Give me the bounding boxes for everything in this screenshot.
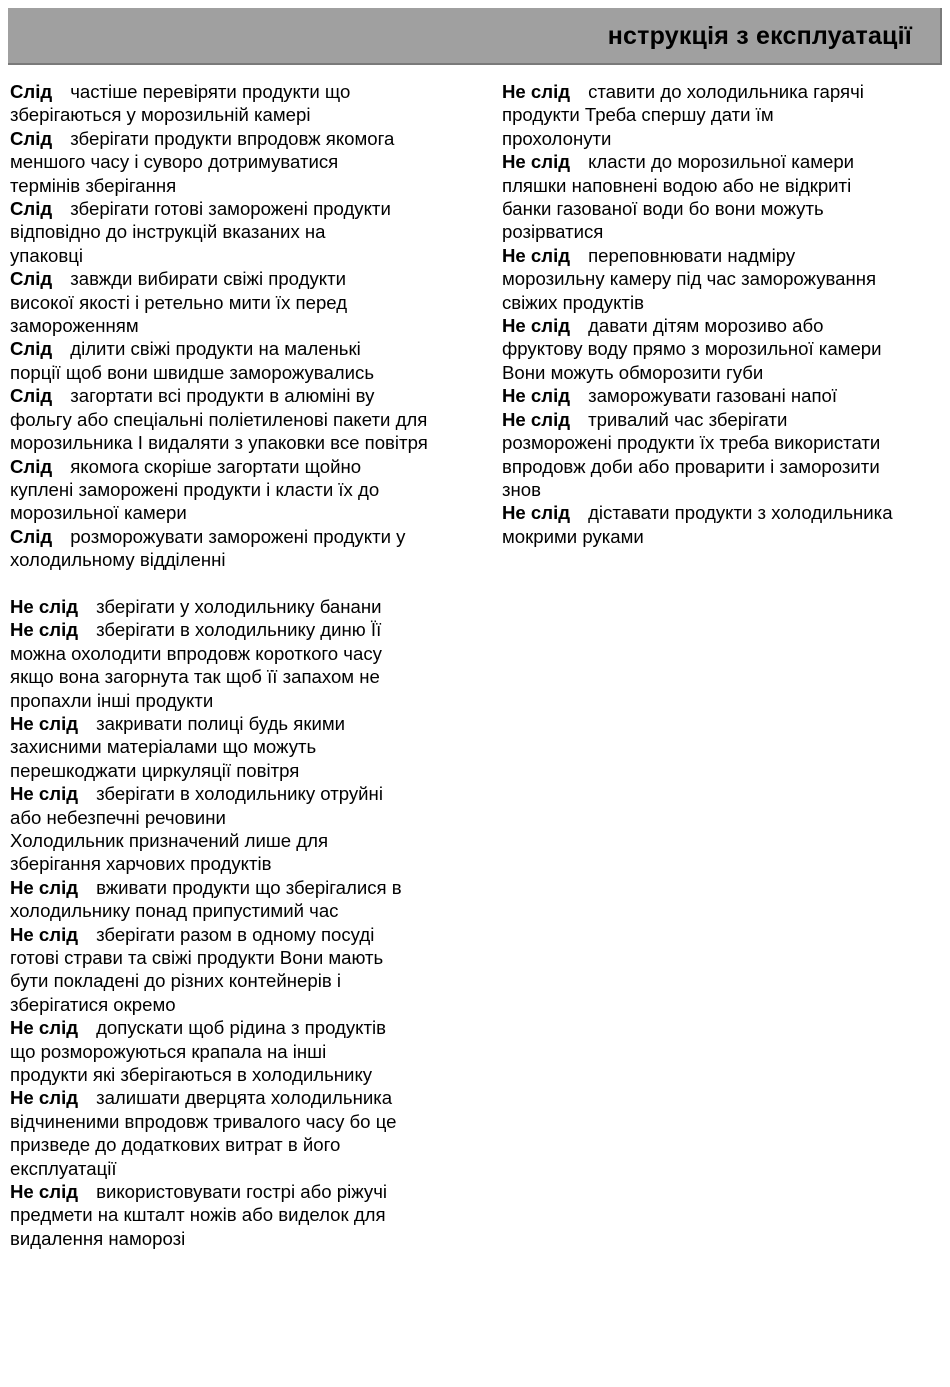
instruction-line xyxy=(502,361,942,384)
instruction-item xyxy=(502,408,942,502)
instruction-text: частіше перевіряти продукти що xyxy=(70,81,351,102)
instruction-text: продукти Треба спершу дати їм xyxy=(502,104,774,126)
instruction-label: Не слід xyxy=(10,1181,79,1203)
instruction-line xyxy=(10,1016,470,1039)
instruction-text: заморожeнням xyxy=(10,315,139,337)
instruction-text: ставити до холодильника гарячі xyxy=(588,81,864,102)
instruction-line xyxy=(10,923,470,946)
instruction-text: зберігати в холодильнику отруйні xyxy=(96,783,383,805)
instruction-text: банки газованої води бо вони можуть xyxy=(502,198,824,220)
instruction-label: Не слід xyxy=(502,151,571,173)
instruction-line xyxy=(10,876,470,899)
instruction-text: перешкоджати циркуляції повітря xyxy=(10,759,300,781)
instruction-line xyxy=(10,127,470,150)
instruction-line xyxy=(10,899,470,922)
instruction-line xyxy=(10,946,470,969)
instruction-line xyxy=(502,80,942,103)
instruction-line xyxy=(10,1110,470,1133)
instruction-line xyxy=(10,642,470,665)
instruction-text: відчиненими впродовж тривалого часу бо це xyxy=(10,1110,397,1132)
instruction-line xyxy=(502,220,942,243)
instruction-item xyxy=(10,595,470,618)
instruction-line xyxy=(10,595,470,618)
instruction-item xyxy=(502,150,942,244)
right-column xyxy=(502,80,942,548)
instruction-line xyxy=(10,1203,470,1226)
instruction-item xyxy=(10,712,470,782)
instruction-line xyxy=(10,174,470,197)
instruction-text: зберігатися окремо xyxy=(10,993,176,1015)
section-spacer xyxy=(10,572,470,595)
instruction-item xyxy=(10,782,470,876)
instruction-label: Не слід xyxy=(10,876,79,898)
instruction-item xyxy=(502,244,942,314)
instruction-item xyxy=(10,923,470,1017)
instruction-line xyxy=(10,735,470,758)
instruction-item xyxy=(10,876,470,923)
instruction-text: мокрими руками xyxy=(502,525,644,547)
instruction-item xyxy=(10,455,470,525)
instruction-line xyxy=(10,1133,470,1156)
instruction-text: експлуатації xyxy=(10,1157,117,1179)
instruction-text: або небезпечні речовини xyxy=(10,806,226,828)
instruction-line xyxy=(10,829,470,852)
instruction-line xyxy=(10,150,470,173)
instruction-text: порції щоб вони швидше заморожувались xyxy=(10,361,375,383)
instruction-line xyxy=(502,197,942,220)
instruction-line xyxy=(502,455,942,478)
page-title: нструкція з експлуатації xyxy=(607,22,912,50)
instruction-line xyxy=(10,361,470,384)
instruction-item xyxy=(10,1086,470,1180)
instruction-text: Вони можуть обморозити губи xyxy=(502,361,764,383)
instruction-line xyxy=(10,478,470,501)
instruction-text: діставати продукти з холодильника xyxy=(588,502,893,524)
instruction-item xyxy=(502,314,942,384)
instruction-label: Не слід xyxy=(502,385,571,407)
instruction-text: переповнювати надміру xyxy=(588,244,796,266)
instruction-text: зберігати в холодильнику диню Її xyxy=(96,619,382,641)
instruction-label: Не слід xyxy=(10,712,79,734)
instruction-label: Не слід xyxy=(502,408,571,430)
instruction-item xyxy=(10,127,470,197)
instruction-line xyxy=(10,525,470,548)
instruction-text: пропахли інші продукти xyxy=(10,689,214,711)
instruction-text: предмети на кшталт ножів або виделок для xyxy=(10,1204,386,1226)
instruction-line xyxy=(10,384,470,407)
instruction-text: відповідно до інструкцій вказаних на xyxy=(10,221,326,243)
instruction-text: закривати полиці будь якими xyxy=(96,712,346,734)
instruction-line xyxy=(10,1086,470,1109)
instruction-label: Слід xyxy=(10,268,53,290)
instruction-label: Слід xyxy=(10,338,53,360)
instruction-line xyxy=(10,759,470,782)
instruction-text: розморожувати заморожені продукти у xyxy=(70,525,406,547)
instruction-line xyxy=(10,455,470,478)
instruction-text: холодильному відділенні xyxy=(10,549,226,571)
instruction-line xyxy=(502,314,942,337)
instruction-line xyxy=(10,1063,470,1086)
instruction-text: термінів зберігання xyxy=(10,174,177,196)
instruction-line xyxy=(10,408,470,431)
instruction-text: пляшки наповнені водою або не відкриті xyxy=(502,174,852,196)
instruction-label: Слід xyxy=(10,81,53,102)
instruction-item xyxy=(502,384,942,407)
instruction-line xyxy=(502,408,942,431)
instruction-line xyxy=(10,291,470,314)
instruction-line xyxy=(502,501,942,524)
instruction-label: Слід xyxy=(10,385,53,407)
instruction-line xyxy=(10,689,470,712)
instruction-label: Не слід xyxy=(502,502,571,524)
dont-list xyxy=(10,595,470,1250)
dont-list-continued xyxy=(502,80,942,548)
instruction-line xyxy=(10,103,470,126)
instruction-item xyxy=(10,525,470,572)
instruction-line xyxy=(10,1180,470,1203)
instruction-label: Не слід xyxy=(10,923,79,945)
instruction-line xyxy=(10,548,470,571)
instruction-label: Не слід xyxy=(10,1087,79,1109)
instruction-line xyxy=(10,712,470,735)
instruction-label: Не слід xyxy=(10,1017,79,1039)
instruction-line xyxy=(10,220,470,243)
header-bar xyxy=(8,8,942,65)
instruction-text: використовувати гострі або ріжучі xyxy=(96,1181,388,1203)
instruction-line xyxy=(502,127,942,150)
instruction-text: зберігати у холодильнику банани xyxy=(96,595,382,617)
instruction-line xyxy=(502,174,942,197)
instruction-line xyxy=(10,267,470,290)
instruction-item xyxy=(10,1016,470,1086)
instruction-text: можна охолодити впродовж короткого часу xyxy=(10,642,382,664)
instruction-label: Слід xyxy=(10,127,53,149)
instruction-line xyxy=(10,431,470,454)
instruction-text: допускати щоб рідина з продуктів xyxy=(96,1017,387,1039)
instruction-text: якомога скоріше загортати щойно xyxy=(70,455,362,477)
instruction-line xyxy=(502,267,942,290)
instruction-line xyxy=(10,969,470,992)
instruction-line xyxy=(502,103,942,126)
instruction-label: Слід xyxy=(10,525,53,547)
instruction-text: призведе до додаткових витрат в його xyxy=(10,1134,341,1156)
instruction-line xyxy=(502,478,942,501)
instruction-text: меншого часу і суворо дотримуватися xyxy=(10,151,339,173)
instruction-line xyxy=(10,244,470,267)
instruction-text: бути покладені до різних контейнерів і xyxy=(10,970,342,992)
instruction-line xyxy=(10,782,470,805)
instruction-text: завжди вибирати свіжі продукти xyxy=(70,268,347,290)
instruction-text: свіжих продуктів xyxy=(502,291,644,313)
instruction-text: що розморожуються крапала на інші xyxy=(10,1040,327,1062)
instruction-label: Не слід xyxy=(10,783,79,805)
instruction-text: зберігати продукти впродовж якомога xyxy=(70,127,395,149)
instruction-line xyxy=(10,1227,470,1250)
instruction-line xyxy=(10,993,470,1016)
instruction-line xyxy=(10,197,470,220)
instruction-text: класти до морозильної камери xyxy=(588,151,855,173)
left-column xyxy=(10,80,470,1250)
instruction-line xyxy=(502,384,942,407)
instruction-text: впродовж доби або проварити і заморозити xyxy=(502,455,880,477)
instruction-text: видалення наморозі xyxy=(10,1227,186,1249)
instruction-text: розморожені продукти їх треба використати xyxy=(502,432,881,454)
instruction-item xyxy=(10,337,470,384)
instruction-label: Не слід xyxy=(502,315,571,337)
instruction-text: куплені заморожені продукти і класти їх до xyxy=(10,478,380,500)
instruction-text: холодильнику понад припустимий час xyxy=(10,900,339,922)
instruction-text: вживати продукти що зберігалися в xyxy=(96,876,402,898)
instruction-text: ділити свіжі продукти на маленькі xyxy=(70,338,361,360)
instruction-text: якщо вона загорнута так щоб її запахом не xyxy=(10,666,380,688)
instruction-text: готові страви та свіжі продукти Вони мають xyxy=(10,947,384,969)
instruction-text: зберігати разом в одному посуді xyxy=(96,923,375,945)
do-list xyxy=(10,80,470,572)
instruction-text: фруктову воду прямо з морозильної камери xyxy=(502,338,882,360)
instruction-line xyxy=(502,150,942,173)
instruction-line xyxy=(502,244,942,267)
instruction-text: розірватися xyxy=(502,221,604,243)
instruction-line xyxy=(502,431,942,454)
instruction-line xyxy=(10,501,470,524)
instruction-line xyxy=(10,337,470,360)
instruction-text: давати дітям морозиво або xyxy=(588,315,824,337)
instruction-label: Не слід xyxy=(10,619,79,641)
instruction-text: загортати всі продукти в алюміні ву xyxy=(70,385,375,407)
instruction-text: фольгу або спеціальні поліетиленові пакети для xyxy=(10,408,428,430)
instruction-item xyxy=(10,384,470,454)
instruction-line xyxy=(10,314,470,337)
instruction-label: Слід xyxy=(10,455,53,477)
instruction-text: високої якості і ретельно мити їх перед xyxy=(10,291,348,313)
instruction-text: прохолонути xyxy=(502,127,612,149)
instruction-label: Не слід xyxy=(10,595,79,617)
instruction-line xyxy=(502,291,942,314)
instruction-line xyxy=(10,806,470,829)
instruction-text: упаковці xyxy=(10,244,84,266)
instruction-line xyxy=(502,337,942,360)
instruction-text: зберігати готові заморожені продукти xyxy=(70,198,391,220)
instruction-line xyxy=(10,665,470,688)
instruction-text: морозильника І видаляти з упаковки все повітря xyxy=(10,432,428,454)
instruction-line xyxy=(10,852,470,875)
instruction-line xyxy=(10,618,470,641)
instruction-item xyxy=(10,618,470,712)
instruction-line xyxy=(10,1157,470,1180)
instruction-text: морозильної камери xyxy=(10,502,187,524)
instruction-label: Не слід xyxy=(502,244,571,266)
instruction-text: захисними матеріалами що можуть xyxy=(10,736,317,758)
instruction-line xyxy=(10,80,470,103)
instruction-text: знов xyxy=(502,478,542,500)
instruction-item xyxy=(502,501,942,548)
instruction-text: тривалий час зберігати xyxy=(588,408,788,430)
instruction-item xyxy=(10,1180,470,1250)
instruction-item xyxy=(10,80,470,127)
instruction-line xyxy=(10,1040,470,1063)
instruction-text: зберігання харчових продуктів xyxy=(10,853,272,875)
instruction-text: морозильну камеру під час заморожування xyxy=(502,268,877,290)
instruction-label: Слід xyxy=(10,198,53,220)
instruction-text: Холодильник призначений лише для xyxy=(10,829,329,851)
instruction-text: заморожувати газовані напої xyxy=(588,385,838,407)
instruction-item xyxy=(10,267,470,337)
instruction-text: зберігаються у морозильній камері xyxy=(10,104,311,126)
instruction-item xyxy=(502,80,942,150)
instruction-line xyxy=(502,525,942,548)
instruction-item xyxy=(10,197,470,267)
instruction-text: залишати дверцята холодильника xyxy=(96,1087,393,1109)
instruction-label: Не слід xyxy=(502,81,571,102)
instruction-text: продукти які зберігаються в холодильнику xyxy=(10,1064,373,1086)
